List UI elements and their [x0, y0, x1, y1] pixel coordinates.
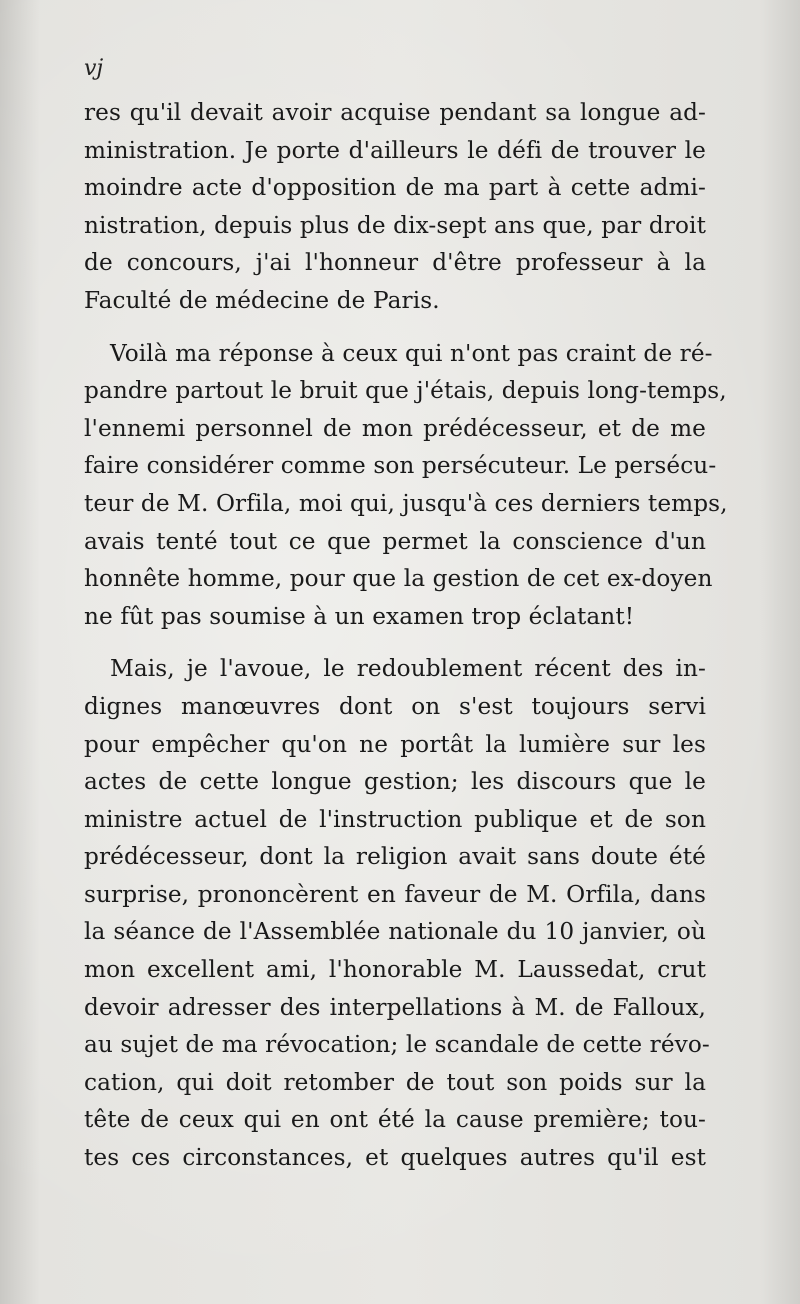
paragraph-1 — [84, 94, 706, 320]
text-line: dignes manœuvres dont on s'est toujours servi — [84, 692, 706, 720]
page-number: vj — [84, 56, 104, 81]
text-line: avais tenté tout ce que permet la conscience d'un — [84, 527, 706, 555]
text-line: honnête homme, pour que la gestion de cet ex-doyen — [84, 565, 713, 593]
text-line: moindre acte d'opposition de ma part à cette admi- — [84, 174, 706, 202]
body-text — [84, 94, 728, 1177]
text-line: pour empêcher qu'on ne portât la lumière sur les — [84, 730, 706, 758]
text-line: ministre actuel de l'instruction publique et de son — [84, 805, 706, 833]
text-line: devoir adresser des interpellations à M. de Falloux, — [84, 993, 706, 1021]
text-line: cation, qui doit retomber de tout son poids sur la — [84, 1068, 706, 1096]
paragraph-2 — [84, 335, 728, 636]
text-line: Mais, je l'avoue, le redoublement récent des in- — [110, 655, 706, 683]
text-line: tête de ceux qui en ont été la cause première; tou- — [84, 1106, 706, 1134]
text-line: ministration. Je porte d'ailleurs le défi de trouver le — [84, 136, 706, 164]
text-line: ne fût pas soumise à un examen trop éclatant! — [84, 602, 635, 630]
text-line: faire considérer comme son persécuteur. Le persécu- — [84, 452, 717, 480]
text-line: de concours, j'ai l'honneur d'être professeur à la — [84, 249, 706, 277]
text-line: l'ennemi personnel de mon prédécesseur, et de me — [84, 414, 706, 442]
text-line: teur de M. Orfila, moi qui, jusqu'à ces derniers temps, — [84, 489, 728, 517]
text-line: Faculté de médecine de Paris. — [84, 286, 440, 314]
text-line: pandre partout le bruit que j'étais, depuis long-temps, — [84, 377, 727, 405]
text-line: Voilà ma réponse à ceux qui n'ont pas craint de ré- — [110, 339, 713, 367]
text-line: prédécesseur, dont la religion avait sans doute été — [84, 843, 706, 871]
text-line: tes ces circonstances, et quelques autres qu'il est — [84, 1144, 706, 1172]
text-line: surprise, prononcèrent en faveur de M. Orfila, dans — [84, 880, 706, 908]
text-line: au sujet de ma révocation; le scandale de cette révo- — [84, 1031, 710, 1059]
text-line: nistration, depuis plus de dix-sept ans que, par droit — [84, 211, 706, 239]
text-line: res qu'il devait avoir acquise pendant sa longue ad- — [84, 99, 706, 126]
text-line: la séance de l'Assemblée nationale du 10 janvier, où — [84, 918, 706, 946]
paragraph-3 — [84, 650, 710, 1176]
text-line: mon excellent ami, l'honorable M. Laussedat, crut — [84, 956, 706, 984]
text-line: actes de cette longue gestion; les discours que le — [84, 768, 706, 796]
